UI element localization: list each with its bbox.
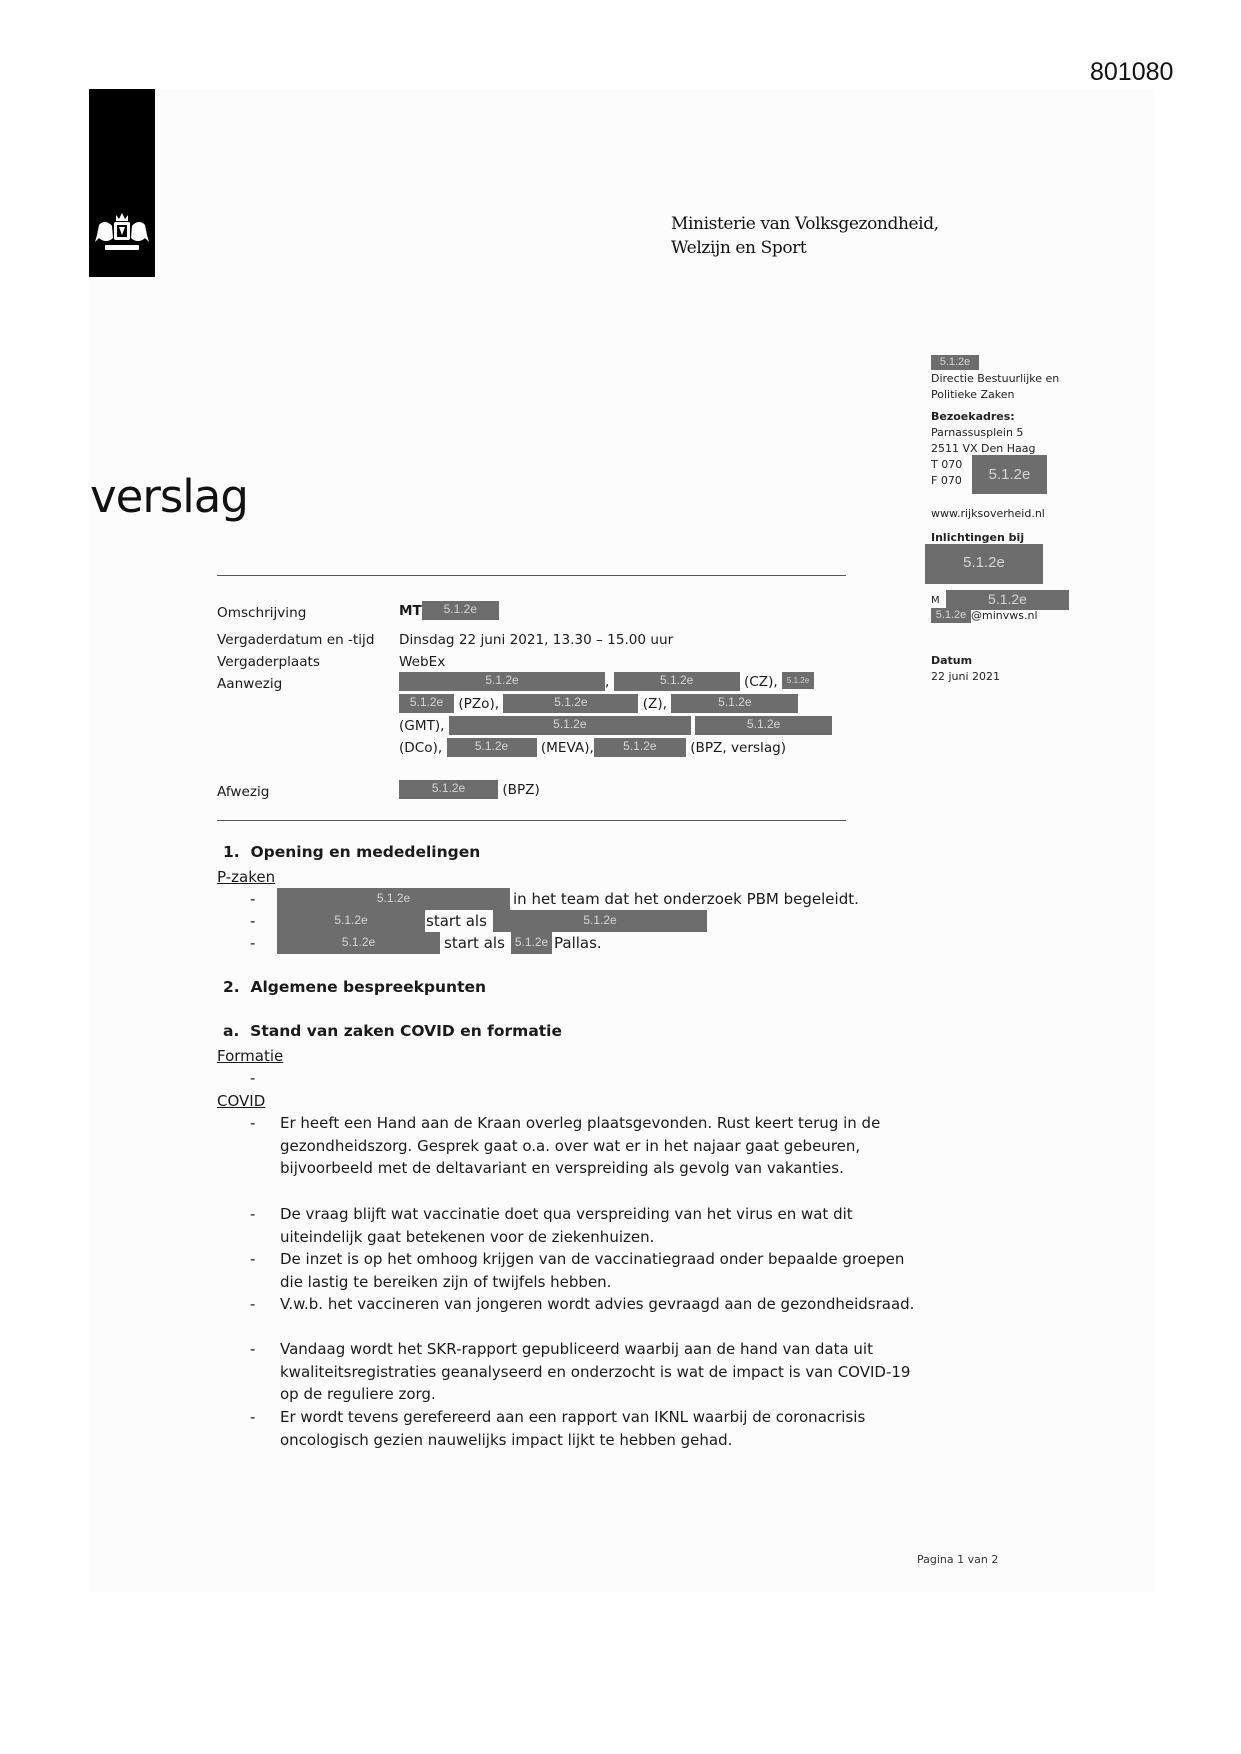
item-suffix: Pallas.	[554, 934, 602, 952]
meta-value-omschrijving	[399, 601, 499, 621]
meta-label-afwezig: Afwezig	[217, 784, 270, 800]
address-line-2: 2511 VX Den Haag	[931, 442, 1036, 455]
aanwezig-gmt: (GMT),	[399, 718, 445, 734]
redaction-block: 5.1.2e	[277, 910, 425, 932]
subheading-covid: COVID	[217, 1092, 266, 1110]
bullet-dash: -	[250, 1205, 256, 1223]
section-number: a.	[223, 1022, 240, 1040]
info-heading-label: Inlichtingen bij	[931, 531, 1025, 544]
redaction-block: 5.1.2e	[671, 694, 798, 713]
p-zaken-item-3	[250, 932, 602, 954]
redaction-block: 5.1.2e	[399, 672, 605, 691]
omschrijving-prefix: MT	[399, 603, 422, 619]
ministry-name	[671, 212, 939, 260]
mobile-redaction: 5.1.2e	[946, 590, 1069, 610]
section-title: Stand van zaken COVID en formatie	[250, 1022, 563, 1040]
redaction-block: 5.1.2e	[614, 672, 740, 691]
item-text: De vraag blijft wat vaccinatie doet qua verspreiding van het virus en wat dit uiteindelijk gaat betekenen voor de ziekenhuizen.	[280, 1205, 853, 1246]
section-a-heading	[223, 1022, 562, 1040]
aanwezig-dco: (DCo),	[399, 740, 443, 756]
bullet-dash: -	[250, 1295, 256, 1313]
bullet-dash: -	[250, 912, 256, 930]
redaction-block: 5.1.2e	[782, 672, 814, 689]
meta-label-datum: Vergaderdatum en -tijd	[217, 632, 375, 648]
redaction-block: 5.1.2e	[449, 716, 691, 735]
section-2-heading	[223, 978, 486, 996]
formatie-empty-bullet: -	[250, 1069, 256, 1087]
aanwezig-pzo: (PZo),	[458, 696, 500, 712]
aanwezig-z: (Z),	[642, 696, 667, 712]
redaction-block: 5.1.2e	[277, 932, 440, 954]
address-line-1: Parnassusplein 5	[931, 426, 1024, 439]
redaction-block: 5.1.2e	[511, 932, 552, 954]
section-1-heading	[223, 843, 480, 861]
bullet-dash: -	[250, 1340, 256, 1358]
item-text: V.w.b. het vaccineren van jongeren wordt advies gevraagd aan de gezondheidsraad.	[280, 1295, 915, 1313]
email-domain: @minvws.nl	[971, 609, 1038, 622]
contact-redaction: 5.1.2e	[925, 544, 1043, 584]
meta-value-plaats: WebEx	[399, 654, 446, 670]
item-text: start als	[444, 934, 505, 952]
meta-value-datum: Dinsdag 22 juni 2021, 13.30 – 15.00 uur	[399, 632, 674, 648]
item-text: in het team dat het onderzoek PBM begeleidt.	[513, 890, 859, 908]
coat-of-arms-icon	[95, 211, 149, 255]
date-block	[931, 653, 1000, 685]
document-title: verslag	[90, 470, 248, 523]
subheading-formatie: Formatie	[217, 1047, 284, 1065]
item-text: Vandaag wordt het SKR-rapport gepubliceerd waarbij aan de hand van data uit kwaliteitsregistraties geanalyseerd en onderzocht is wat de impact is van COVID-19 op de reguliere zorg.	[280, 1340, 911, 1404]
page-number: Pagina 1 van 2	[917, 1553, 999, 1566]
section-title: Opening en mededelingen	[250, 843, 481, 861]
aanwezig-line-2	[399, 694, 798, 714]
date-value: 22 juni 2021	[931, 670, 1001, 683]
separator: ,	[605, 674, 610, 690]
redaction-block: 5.1.2e	[447, 738, 537, 757]
aanwezig-bpz-verslag: (BPZ, verslag)	[690, 740, 787, 756]
meta-value-afwezig	[399, 780, 540, 800]
visit-address-heading: Bezoekadres:	[931, 410, 1015, 423]
redaction-block: 5.1.2e	[503, 694, 638, 713]
bullet-dash: -	[250, 1114, 256, 1132]
ministry-line-1: Ministerie van Volksgezondheid,	[671, 214, 939, 234]
p-zaken-item-2	[250, 910, 617, 932]
aanwezig-line-3	[399, 716, 832, 736]
sidebar-department	[931, 355, 1059, 403]
mobile-prefix: M	[931, 595, 940, 606]
aanwezig-line-4	[399, 738, 786, 758]
phone-redaction: 5.1.2e	[972, 455, 1047, 494]
bullet-dash: -	[250, 890, 256, 908]
p-zaken-item-1	[250, 888, 859, 910]
rijksoverheid-logo	[89, 89, 155, 277]
date-heading: Datum	[931, 654, 973, 667]
aanwezig-meva: (MEVA),	[540, 740, 594, 756]
item-text: Er heeft een Hand aan de Kraan overleg plaatsgevonden. Rust keert terug in de gezondheidszorg. Gesprek gaat o.a. over wat er in het najaar gaat gebeuren, bijvoorbeeld met de deltavariant en verspreiding als gevolg van vakanties.	[280, 1114, 881, 1178]
department-line-2: Politieke Zaken	[931, 388, 1015, 401]
email-line	[931, 608, 1038, 624]
website-link[interactable]: www.rijksoverheid.nl	[931, 507, 1045, 520]
meta-label-plaats: Vergaderplaats	[217, 654, 320, 670]
bullet-dash: -	[250, 934, 256, 952]
meta-label-omschrijving: Omschrijving	[217, 605, 307, 621]
redaction-block: 5.1.2e	[594, 738, 686, 757]
bullet-dash: -	[250, 1250, 256, 1268]
redaction-block: 5.1.2e	[695, 716, 832, 735]
redaction-block: 5.1.2e	[399, 780, 498, 799]
fax-line: F 070	[931, 474, 962, 487]
department-line-1: Directie Bestuurlijke en	[931, 372, 1060, 385]
redaction-block: 5.1.2e	[493, 910, 707, 932]
meta-label-aanwezig: Aanwezig	[217, 676, 283, 692]
aanwezig-line-1	[399, 672, 814, 692]
section-number: 2.	[223, 978, 240, 996]
item-text: De inzet is op het omhoog krijgen van de vaccinatiegraad onder bepaalde groepen die lastig te bereiken zijn of twijfels hebben.	[280, 1250, 905, 1291]
phone-line: T 070	[931, 458, 963, 471]
divider-top	[217, 575, 846, 576]
document-stamp-number: 801080	[1090, 58, 1174, 86]
divider-bottom	[217, 820, 846, 821]
subheading-p-zaken: P-zaken	[217, 868, 276, 886]
item-text: start als	[426, 912, 487, 930]
redaction-block: 5.1.2e	[422, 601, 499, 620]
aanwezig-cz: (CZ),	[743, 674, 778, 690]
redaction-block: 5.1.2e	[931, 355, 979, 370]
bullet-dash: -	[250, 1408, 256, 1426]
ministry-line-2: Welzijn en Sport	[671, 238, 807, 258]
redaction-block: 5.1.2e	[399, 694, 454, 713]
section-number: 1.	[223, 843, 240, 861]
redaction-block: 5.1.2e	[277, 888, 510, 910]
afwezig-suffix: (BPZ)	[502, 782, 540, 798]
email-redaction: 5.1.2e	[931, 608, 971, 623]
section-title: Algemene bespreekpunten	[250, 978, 487, 996]
item-text: Er wordt tevens gerefereerd aan een rapport van IKNL waarbij de coronacrisis oncologisch gezien nauwelijks impact lijkt te hebben gehad.	[280, 1408, 866, 1449]
